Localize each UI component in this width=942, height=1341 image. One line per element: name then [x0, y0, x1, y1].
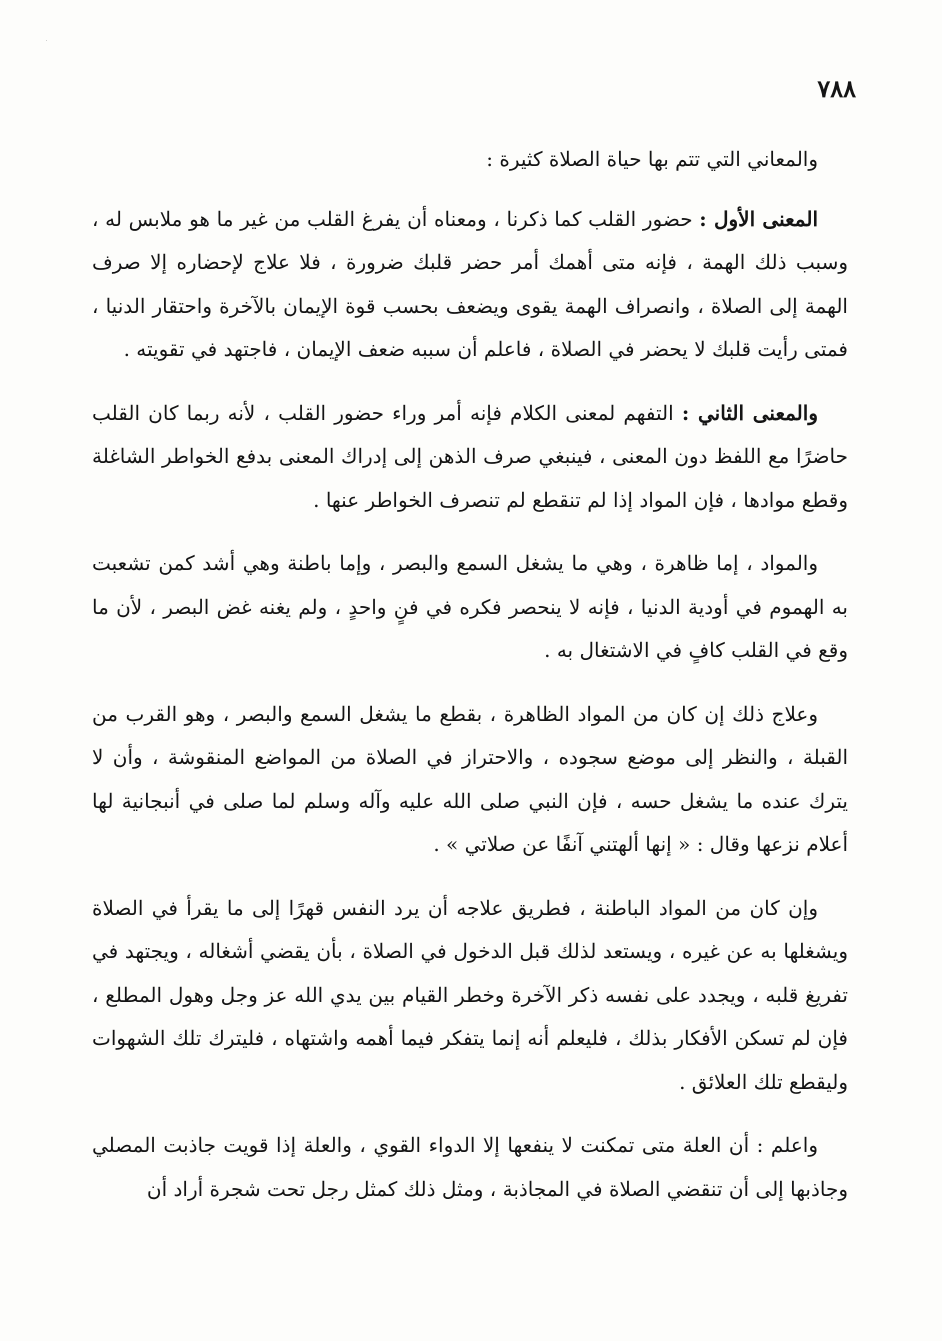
page-number: ٧٨٨: [817, 74, 856, 103]
paragraph-text: وعلاج ذلك إن كان من المواد الظاهرة ، بقطع ما يشغل السمع والبصر ، وهو القرب من القبلة ، والنظر إلى موضع سجوده ، والاحتراز في الصلاة من المواضع المنقوشة ، وأن لا يترك عنده ما يشغل حسه ، فإن النبي صلى الله عليه وآله وسلم لما صلى في أنبجانية لها أعلام نزعها وقال : « إنها ألهتني آنفًا عن صلاتي » .: [92, 701, 849, 856]
paragraph-external-remedy: [92, 693, 848, 867]
paragraph-text: واعلم : أن العلة متى تمكنت لا ينفعها إلا الدواء القوي ، والعلة إذا قويت جاذبت المصلي وجاذبها إلى أن تنقضي الصلاة في المجاذبة ، ومثل ذلك كمثل رجل تحت شجرة أراد أن: [92, 1133, 848, 1201]
paragraph-intro: [92, 138, 848, 182]
paragraph-lead: المعنى الأول :: [699, 206, 818, 231]
scan-speck: [46, 40, 47, 41]
paragraph-first-meaning: [92, 198, 848, 372]
paragraph-lead: والمعنى الثاني :: [681, 400, 818, 425]
paragraph-text: حضور القلب كما ذكرنا ، ومعناه أن يفرغ القلب من غير ما هو ملابس له ، وسبب ذلك الهمة ، فإنه متى أهمك أمر حضر قلبك ضرورة ، فلا علاج لإحضاره إلا صرف الهمة إلى الصلاة ، وانصراف الهمة يقوى ويضعف بحسب قوة الإيمان بالآخرة واحتقار الدنيا ، فمتى رأيت قلبك لا يحضر في الصلاة ، فاعلم أن سببه ضعف الإيمان ، فاجتهد في تقويته .: [92, 206, 848, 361]
paragraph-text: وإن كان من المواد الباطنة ، فطريق علاجه أن يرد النفس قهرًا إلى ما يقرأ في الصلاة ويشغلها به عن غيره ، ويستعد لذلك قبل الدخول في الصلاة ، بأن يقضي أشغاله ، ويجتهد في تفريغ قلبه ، ويجدد على نفسه ذكر الآخرة وخطر القيام بين يدي الله عز وجل وهول المطلع ، فإن لم تسكن الأفكار بذلك ، فليعلم أنه إنما يتفكر فيما أهمه واشتهاه ، فليترك تلك الشهوات وليقطع تلك العلائق .: [92, 895, 848, 1094]
paragraph-text: والمعاني التي تتم بها حياة الصلاة كثيرة :: [486, 147, 818, 171]
paragraph-text: والمواد ، إما ظاهرة ، وهي ما يشغل السمع والبصر ، وإما باطنة وهي أشد كمن تشعبت به الهموم في أودية الدنيا ، فإنه لا ينحصر فكره في فنٍ واحدٍ ، ولم يغنه غض البصر ، لأن ما وقع في القلب كافٍ في الاشتغال به .: [92, 551, 848, 662]
page-body: [92, 138, 848, 1231]
paragraph-materials: [92, 542, 848, 673]
paragraph-text: التفهم لمعنى الكلام فإنه أمر وراء حضور القلب ، لأنه ربما كان القلب حاضرًا مع اللفظ دون المعنى ، فينبغي صرف الذهن إلى إدراك المعنى بدفع الخواطر الشاغلة وقطع موادها ، فإن المواد إذا لم تنقطع لم تنصرف الخواطر عنها .: [92, 400, 848, 512]
paragraph-internal-remedy: [92, 887, 848, 1105]
paragraph-know: [92, 1124, 848, 1211]
paragraph-second-meaning: [92, 392, 848, 523]
